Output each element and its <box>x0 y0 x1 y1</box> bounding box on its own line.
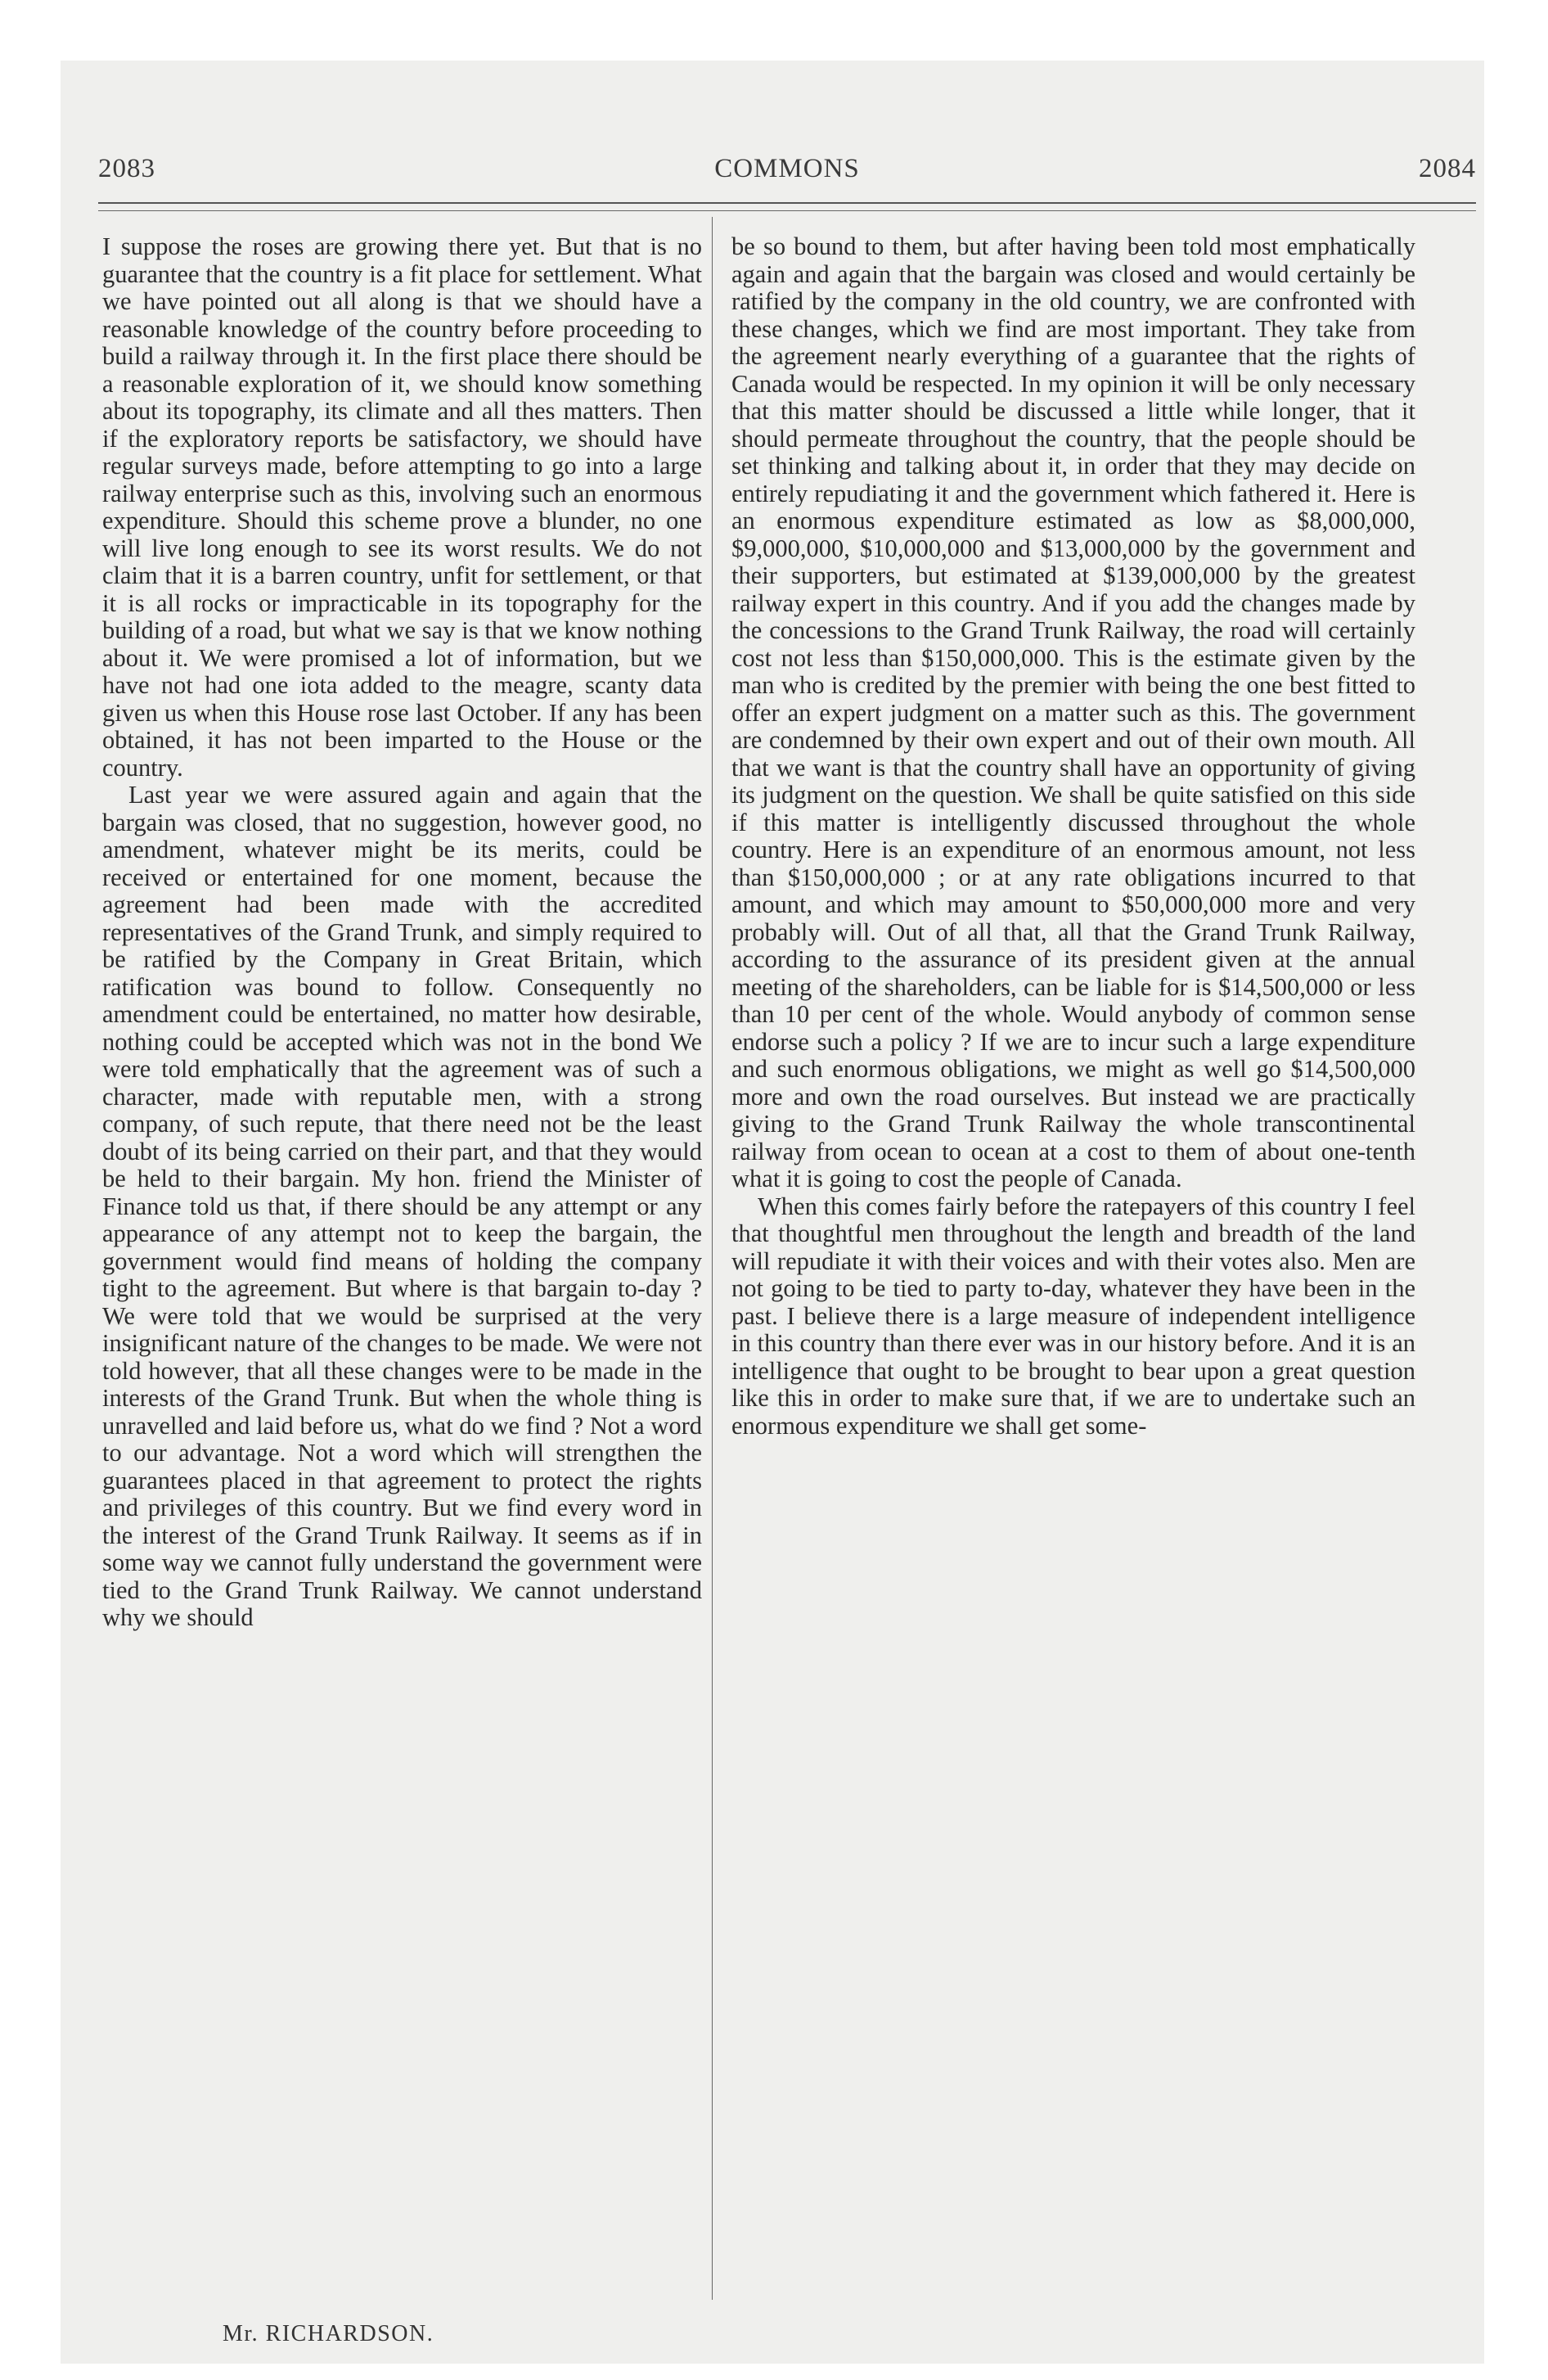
column-divider <box>712 217 713 2300</box>
right-page-number: 2084 <box>1418 153 1476 183</box>
right-column <box>731 233 1415 2308</box>
left-page-number: 2083 <box>98 153 155 183</box>
page-header <box>98 144 1476 193</box>
left-column <box>102 233 702 2308</box>
running-title: COMMONS <box>714 153 860 183</box>
speaker-name: Mr. RICHARDSON. <box>223 2321 434 2346</box>
right-paragraph-1: be so bound to them, but after having been told most emphatically again and again that the bargain was closed and would certainly be ratified by the company in the old country, we are confronted with these changes, which we find are most important. They take from the agreement nearly everything of a guarantee that the rights of Canada would be respected. In my opinion it will be only necessary that this matter should be discussed a little while longer, that it should permeate throughout the country, that the people should be set thinking and talking about it, in order that they may decide on entirely repudiating it and the government which fathered it. Here is an enormous expenditure estimated as low as $8,000,000, $9,000,000, $10,000,000 and $13,000,000 by the government and their supporters, but estimated at $139,000,000 by the greatest railway expert in this country. And if you add the changes made by the concessions to the Grand Trunk Railway, the road will certainly cost not less than $150,000,000. This is the estimate given by the man who is credited by the premier with being the one best fitted to offer an expert judgment on a matter such as this. The government are condemned by their own expert and out of their own mouth. All that we want is that the country shall have an opportunity of giving its judgment on the question. We shall be quite satisfied on this side if this matter is intelligently discussed throughout the whole country. Here is an expenditure of an enormous amount, not less than $150,000,000 ; or at any rate obligations incurred to that amount, and which may amount to $50,000,000 more and very probably will. Out of all that, all that the Grand Trunk Railway, according to the assurance of its president given at the annual meeting of the shareholders, can be liable for is $14,500,000 or less than 10 per cent of the whole. Would anybody of common sense endorse such a policy ? If we are to incur such a large expenditure and such enormous obligations, we might as well go $14,500,000 more and own the road ourselves. But instead we are practically giving to the Grand Trunk Railway the whole transcontinental railway from ocean to ocean at a cost to them of about one-tenth what it is going to cost the people of Canada. <box>731 233 1415 1192</box>
left-paragraph-2: Last year we were assured again and again that the bargain was closed, that no suggestion, however good, no amendment, whatever might be its merits, could be received or entertained for one moment, because the agreement had been made with the accredited representatives of the Grand Trunk, and simply required to be ratified by the Company in Great Britain, which ratification was bound to follow. Consequently no amendment could be entertained, no matter how desirable, nothing could be accepted which was not in the bond We were told emphatically that the agreement was of such a character, made with reputable men, with a strong company, of such repute, that there need not be the least doubt of its being carried on their part, and that they would be held to their bargain. My hon. friend the Minister of Finance told us that, if there should be any attempt or any appearance of any attempt not to keep the bargain, the government would find means of holding the company tight to the agreement. But where is that bargain to-day ? We were told that we would be surprised at the very insignificant nature of the changes to be made. We were not told however, that all these changes were to be made in the interests of the Grand Trunk. But when the whole thing is unravelled and laid before us, what do we find ? Not a word to our advantage. Not a word which will strengthen the guarantees placed in that agreement to protect the rights and privileges of this country. But we find every word in the interest of the Grand Trunk Railway. It seems as if in some way we cannot fully understand the government were tied to the Grand Trunk Railway. We cannot understand why we should <box>102 781 702 1631</box>
header-rule-bottom <box>98 210 1476 211</box>
header-rule-top <box>98 202 1476 204</box>
right-paragraph-2: When this comes fairly before the ratepayers of this country I feel that thoughtful men throughout the length and breadth of the land will repudiate it with their voices and with their votes also. Men are not going to be tied to party to-day, whatever they have been in the past. I believe there is a large measure of independent intelligence in this country than there ever was in our history before. And it is an intelligence that ought to be brought to bear upon a great question like this in order to make sure that, if we are to undertake such an enormous expenditure we shall get some- <box>731 1192 1415 1440</box>
left-paragraph-1: I suppose the roses are growing there yet. But that is no guarantee that the country is a fit place for settlement. What we have pointed out all along is that we should have a reasonable knowledge of the country before proceeding to build a railway through it. In the first place there should be a reasonable exploration of it, we should know something about its topography, its climate and all thes matters. Then if the exploratory reports be satisfactory, we should have regular surveys made, before attempting to go into a large railway enterprise such as this, involving such an enormous expenditure. Should this scheme prove a blunder, no one will live long enough to see its worst results. We do not claim that it is a barren country, unfit for settlement, or that it is all rocks or impracticable in its topography for the building of a road, but what we say is that we know nothing about it. We were promised a lot of information, but we have not had one iota added to the meagre, scanty data given us when this House rose last October. If any has been obtained, it has not been imparted to the House or the country. <box>102 233 702 782</box>
